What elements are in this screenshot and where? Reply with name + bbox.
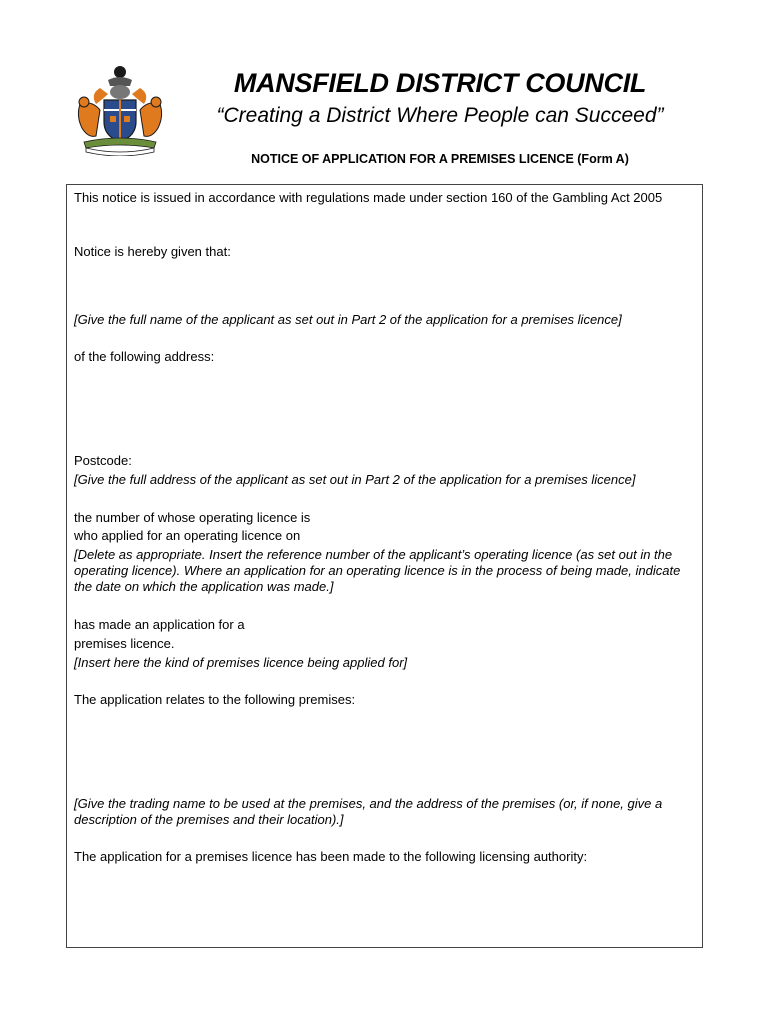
operating-licence-number-text: the number of whose operating licence is xyxy=(74,510,311,525)
applicant-name-hint: [Give the full name of the applicant as set out in Part 2 of the application for a premises licence] xyxy=(74,312,622,327)
council-name: MANSFIELD DISTRICT COUNCIL xyxy=(233,68,647,98)
application-made-text: has made an application for a xyxy=(74,617,245,632)
premises-hint: [Give the trading name to be used at the premises, and the address of the premises (or, if none, give a description of the premises and their location).] xyxy=(74,796,663,827)
premises-licence-text: premises licence. xyxy=(74,636,175,651)
intro-text: This notice is issued in accordance with regulations made under section 160 of the Gambling Act 2005 xyxy=(74,190,663,205)
address-label: of the following address: xyxy=(74,349,215,364)
operating-licence-applied-text: who applied for an operating licence on xyxy=(74,528,301,543)
licensing-authority-label: The application for a premises licence has been made to the following licensing authority: xyxy=(74,849,588,864)
premises-label: The application relates to the following premises: xyxy=(74,692,356,707)
postcode-label: Postcode: xyxy=(74,453,132,468)
operating-licence-hint: [Delete as appropriate. Insert the reference number of the applicant’s operating licence (as set out in the operating licence). Where an application for an operating licence is in the process of being made, indicate the date on which the application was made.] xyxy=(74,547,681,594)
licence-kind-hint: [Insert here the kind of premises licence being applied for] xyxy=(74,655,408,670)
notice-title: NOTICE OF APPLICATION FOR A PREMISES LICENCE (Form A) xyxy=(251,152,629,166)
address-hint: [Give the full address of the applicant as set out in Part 2 of the application for a premises licence] xyxy=(74,472,636,487)
notice-given-text: Notice is hereby given that: xyxy=(74,244,231,259)
coat-of-arms-icon xyxy=(70,64,170,156)
council-tagline: “Creating a District Where People can Succeed” xyxy=(216,104,664,127)
